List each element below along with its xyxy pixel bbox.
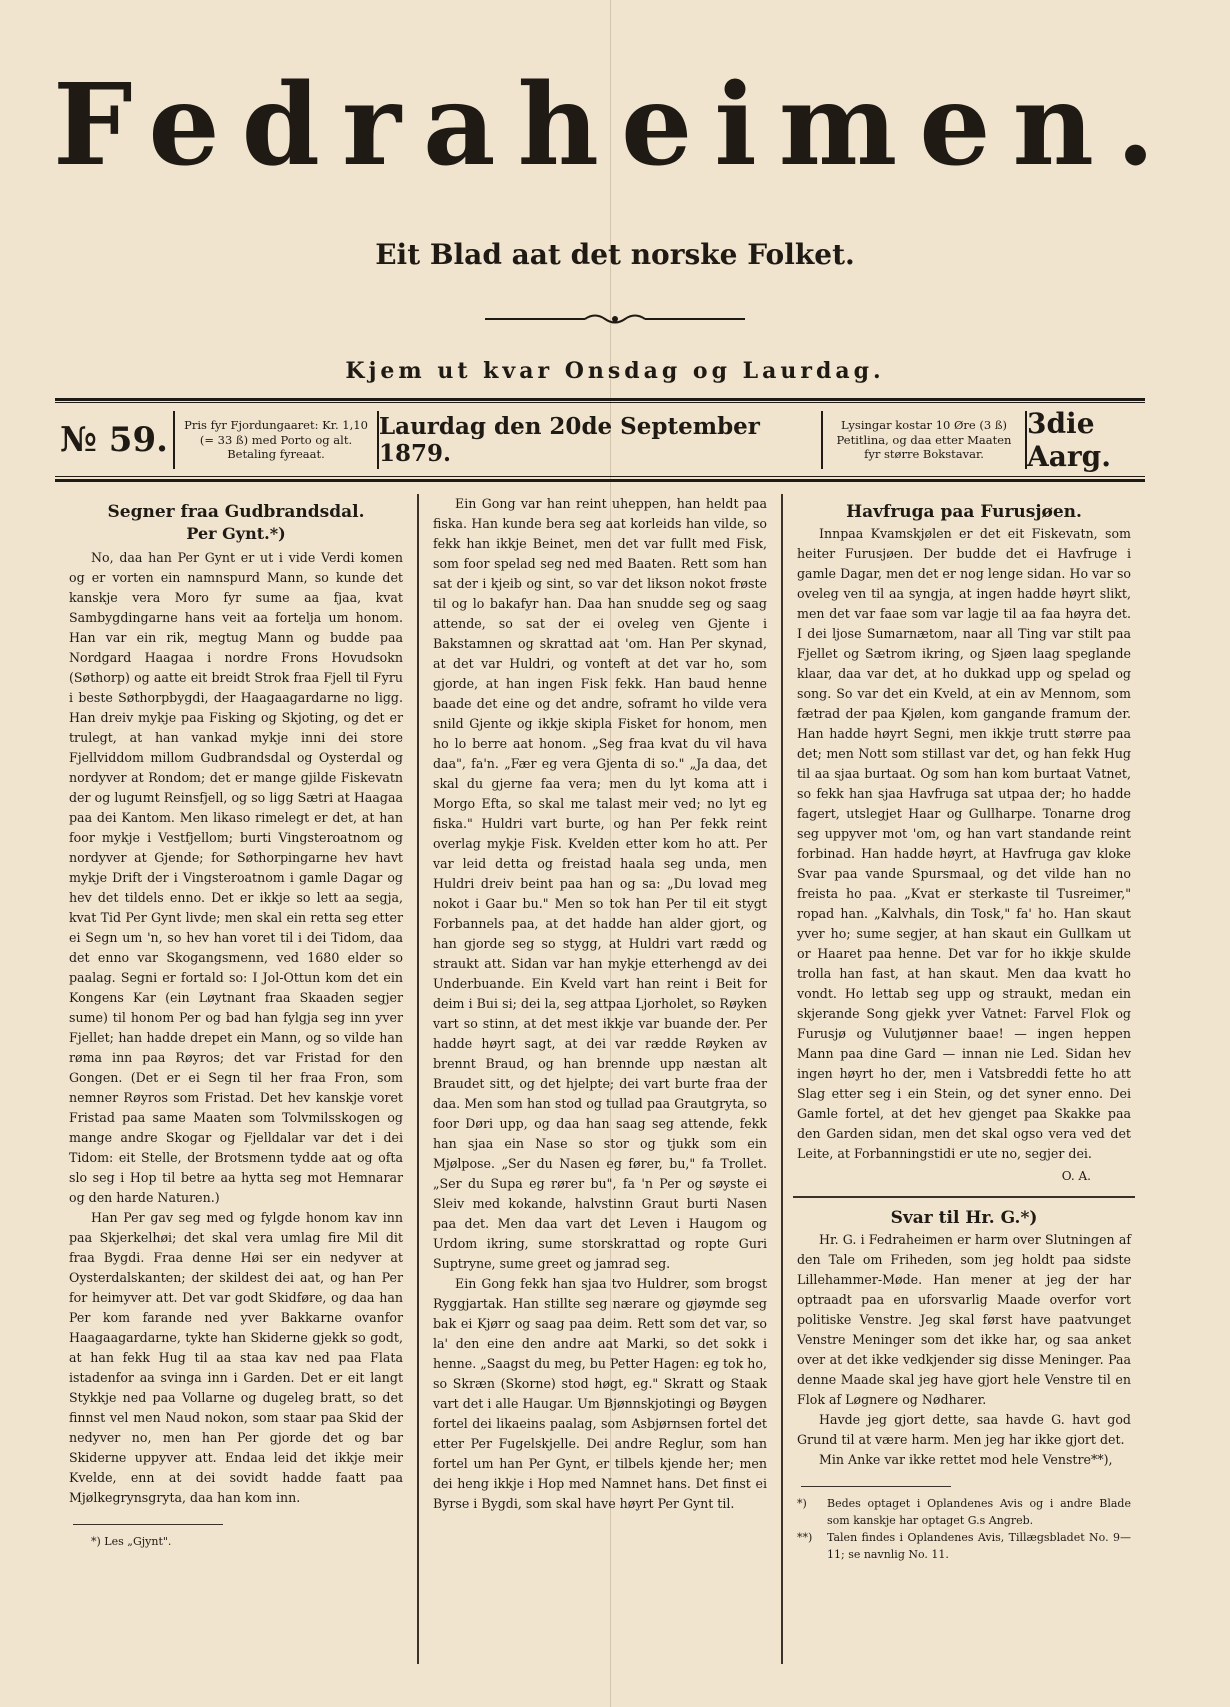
footnote-mark: **) — [797, 1531, 813, 1544]
issue-number: № 59. — [60, 420, 168, 460]
footnote — [797, 1495, 1131, 1529]
article-paragraph: Havde jeg gjort dette, saa havde G. havt god Grund til at være harm. Men jeg har ikke gjort det. — [797, 1412, 1131, 1447]
masthead-subtitle: Eit Blad aat det norske Folket. — [375, 238, 855, 271]
footnote-rule — [73, 1524, 223, 1525]
infobar-top-rule-thin — [55, 402, 1145, 403]
article-paragraph: No, daa han Per Gynt er ut i vide Verdi komen og er vorten ein namnspurd Mann, so kunde det kanskje vera Moro fyr sume aa fjaa, kvat Sambygdingarne hans veit aa fortelja um honom. Han var ein rik, megtug Mann og budde paa Nordgard Haagaa i nordre Frons Hovudsokn (Søthorp) og aatte eit breidt Strok fraa Fjell til Fyru i beste Søthorpbygdi, der Haagaagardarne no ligg. Han dreiv mykje paa Fisking og Skjoting, og det er trulegt, at han vankad mykje inni dei store Fjellviddom millom Gudbrandsdal og Oysterdal og nordyver at Rondom; det er mange gjilde Fiskevatn der og lugumt Reinsfjell, og so ligg Sætri at Haagaa paa dei Kantom. Men likaso rimelegt er det, at han foor mykje i Vestfjellom; burti Vingsteroatnom og nordyver at Gjende; for Søthorpingarne hev havt mykje Drift der i Vingsteroatnom i gamle Dagar og hev det tildels enno. Det er ikkje so lett aa segja, kvat Tid Per Gynt livde; men skal ein retta seg etter ei Segn um 'n, so hev han voret til i dei Tidom, daa det enno var Skogangsmenn, ved 1680 elder so paalag. Segni er fortald so: I Jol-Ottun kom det ein Kongens Kar (ein Løytnant fraa Skaaden segjer sume) til honom Per og bad han fylgja seg inn yver Fjellet; han hadde drepet ein Mann, og so vilde han røma inn paa Røyros; det var Fristad for den Gongen. (Det er ei Segn til her fraa Fron, som nemner Røyros som Fristad. Det hev kanskje voret Fristad paa same Maaten som Tolvmilsskogen og mange andre Skogar og Fjelldalar var det i dei Tidom: eit Stelle, der Brotsmenn tydde aat og ofta slo seg i Hop til betre aa hytta seg mot Hemnarar og den harde Naturen.) — [69, 550, 403, 1205]
volume-year: 3die Aarg. — [1027, 407, 1111, 473]
infobar-bottom-rule-thin — [55, 476, 1145, 477]
article-paragraph: Min Anke var ikke rettet mod hele Venstre**), — [819, 1452, 1113, 1467]
issue-date: Laurdag den 20de September 1879. — [379, 413, 760, 467]
article-heading: Segner fraa Gudbrandsdal. — [107, 502, 365, 522]
article-paragraph: Ein Gong fekk han sjaa tvo Huldrer, som brogst Ryggjartak. Han stillte seg nærare og gjøymde seg bak ei Kjørr og saag paa deim. Rett som det var, so la' den eine den andre aat Marki, so det sokk i henne. „Saagst du meg, bu Petter Hagen: eg tok ho, so Skræn (Skorne) stod høgt, eg." Skratt og Staak vart det i alle Haugar. Um Bjønnskjotingi og Bøygen fortel dei likaeins paalag, som Asbjørnsen fortel det etter Per Fugelskjelle. Dei andre Reglur, som han fortel um han Per Gynt, er tilbels kjende her; men dei heng ikkje i Hop med Namnet hans. Det finst ei Byrse i Bygdi, som skal have høyrt Per Gynt til. — [433, 1276, 767, 1511]
footnote-text: Talen findes i Oplandenes Avis, Tillægsbladet No. 9—11; se navnlig No. 11. — [827, 1531, 1131, 1561]
subscription-price: Pris fyr Fjordungaaret: Kr. 1,10 (= 33 ß) med Porto og alt. Betaling fyreaat. — [184, 417, 368, 462]
footnote: *) Les „Gjynt". — [91, 1535, 172, 1548]
article-subheading: Per Gynt.*) — [186, 524, 286, 543]
ad-rates: Lysingar kostar 10 Øre (3 ß) Petitlina, og daa etter Maaten fyr større Bokstavar. — [836, 417, 1012, 462]
ornament-divider — [485, 312, 745, 326]
masthead-title: Fedraheimen. — [53, 60, 1177, 191]
footnote-rule — [801, 1486, 951, 1487]
article-paragraph: Ein Gong var han reint uheppen, han heldt paa fiska. Han kunde bera seg aat korleids han vilde, so fekk han ikkje Beinet, men det var fullt med Fisk, som foor spelad seg ned med Baaten. Rett som han sat der i kjeib og sint, so var det likson nokot frøste til og lo bakafyr han. Daa han snudde seg og saag attende, so sat der ei oveleg ven Gjente i Bakstamnen og skrattad aat 'om. Han Per skynad, at det var Huldri, og vonteft at det var ho, som gjorde, at han ingen Fisk fekk. Han baud henne baade det eine og det andre, soframt ho vilde vera snild Gjente og ikkje skipla Fisket for honom, men ho lo berre aat honom. „Seg fraa kvat du vil hava daa", fa'n. „Fær eg vera Gjenta di so." „Ja daa, det skal du gjerne faa vera; men du lyt koma att i Morgo Efta, so skal me talast meir ved; no lyt eg fiska." Huldri vart burte, og han Per fekk reint overlag mykje Fisk. Kvelden etter kom ho att. Per var leid detta og freistad haala seg unda, men Huldri dreiv beint paa han og sa: „Du lovad meg nokot i Gaar bu." Men so tok han Per til eit stygt Forbannels paa, at det hadde han alder gjort, og han gjorde seg so stygg, at Huldri vart rædd og straukt att. Sidan var han mykje etterhengd av dei Underbuande. Ein Kveld vart han reint i Beit for deim i Bui si; dei la, seg attpaa Ljorholet, so Røyken vart so stinn, at det mest ikkje var buande der. Per hadde høyrt sagt, at dei var rædde Røyken av brennt Braud, og han brennde upp næstan alt Braudet sitt, og det hjelpte; dei vart burte fraa der daa. Men som han stod og tullad paa Grautgryta, so foor Døri upp, og daa han saag seg attende, fekk han sjaa ein Nase so stor og tjukk som ein Mjølpose. „Ser du Nasen eg fører, bu," fa Trollet. „Ser du Supa eg rører bu", fa 'n Per og søyste ei Sleiv med kokande, halvstinn Graut burti Nasen paa det. Men daa vart det Leven i Haugom og Urdom ikring, sume storskrattad og ropte Guri Suptryne, sume greet og jamrad seg. — [433, 496, 767, 1271]
infobar-top-rule — [55, 398, 1145, 401]
column-3 — [783, 494, 1145, 1664]
column-1 — [55, 494, 417, 1664]
infobar-bottom-rule — [55, 479, 1145, 482]
issue-info-bar — [55, 407, 1145, 473]
article-heading: Havfrugа paa Furusjøen. — [846, 502, 1082, 522]
article-heading: Svar til Hr. G.*) — [890, 1208, 1038, 1228]
article-paragraph: Innpaa Kvamskjølen er det eit Fiskevatn, som heiter Furusjøen. Der budde det ei Havfruge i gamle Dagar, men det er nog lenge sidan. Ho var so oveleg ven til aa syngja, at ingen hadde høyrt slikt, men det var faae som var lagje til aa faa høyra det. I dei ljose Sumarnætom, naar all Ting var stilt paa Fjellet og Sætrom ikring, og Sjøen laag speglande klaar, daa var det, at ho dukkad upp og spelad og song. So var det ein Kveld, at ein av Mennom, som fætrad der paa Kjølen, kom gangande framum der. Han hadde høyrt Segni, men ikkje trutt større paa det; men Nott som stillast var det, og han fekk Hug til aa sjaa burtaat. Og som han kom burtaat Vatnet, so fekk han sjaa Havfruga sat utpaa der; ho hadde fagert, utslegjet Haar og Gullharpe. Tonarne drog seg uppyver mot 'om, og han vart standande reint forbinad. Han hadde høyrt, at Havfruga gav klokе Svar paa vande Spursmaal, og det vilde han no freista ho paa. „Kvat er sterkaste til Tusreimer," ropad han. „Kalvhals, din Tosk," fa' ho. Han skaut yver ho; sume segjer, at han skaut ein Gullkam ut or Haaret paa henne. Det var for ho ikkje skulde trolla han fast, at han skaut. Men daa kvatt ho vondt. Ho lettab seg upp og straukt, medan ein skjerande Song gjekk yver Vatnet: Farvel Flok og Furusjø og Vulutjønner baae! — ingen heppen Mann paa dine Gard — innan nie Led. Sidan hev ingen høyrt ho der, men i Vatsbreddi fette ho att Slag etter seg i ein Stein, og det syner enno. Dei Gamle fortel, at det hev gjenget paa Skakke paa den Garden sidan, men det skal ogso vera ved det Leite, at Forbanningstidi er ute no, segjer dei. — [797, 526, 1131, 1161]
footnote-text: Bedes optaget i Oplandenes Avis og i andre Blade som kanskje har optaget G.s Angreb. — [827, 1497, 1131, 1527]
footnote — [797, 1529, 1131, 1563]
publication-schedule: Kjem ut kvar Onsdag og Laurdag. — [345, 358, 885, 384]
article-signature: O. A. — [1061, 1169, 1091, 1183]
article-divider — [793, 1196, 1135, 1198]
column-2 — [419, 494, 781, 1664]
article-columns — [55, 494, 1145, 1664]
footnote-mark: *) — [797, 1497, 807, 1510]
article-paragraph: Hr. G. i Fedraheimen er harm over Slutningen af den Tale om Friheden, som jeg holdt paa sidste Lillehammer-Møde. Han mener at jeg der har optraadt paa en uforsvarlig Maade overfor vort politiske Venstre. Jeg skal først have paatvunget Venstre Meninger som det ikke har, og saa anket over at det ikke vedkjender sig disse Meninger. Paa denne Maade skal jeg have gjort hele Venstre til en Flok af Løgnere og Nødharer. — [797, 1232, 1131, 1407]
article-paragraph: Han Per gav seg med og fylgde honom kav inn paa Skjerkelhøi; det skal vera umlag fire Mil dit fraa Bygdi. Fraa denne Høi ser ein nedyver at Oysterdalskanten; der skildest dei aat, og han Per for heimyver att. Det var godt Skidføre, og daa han Per kom farande ned yver Bakkarne ovanfor Haagaagardarne, tykte han Skiderne gjekk so godt, at han fekk Hug til aa staa kav ned paa Flata istadenfor aa svinga inn i Garden. Det er eit langt Stykkje ned paa Vollarne og dugeleg bratt, so det finnst vel men Naud nokon, som staar paa Skid der nedyver no, men han Per gjorde det og bar Skiderne uppyver att. Endaa leid det ikkje meir Kvelde, enn at dei sovidt hadde faatt paa Mjølkegrynsgryta, daa han kom inn. — [69, 1210, 403, 1505]
